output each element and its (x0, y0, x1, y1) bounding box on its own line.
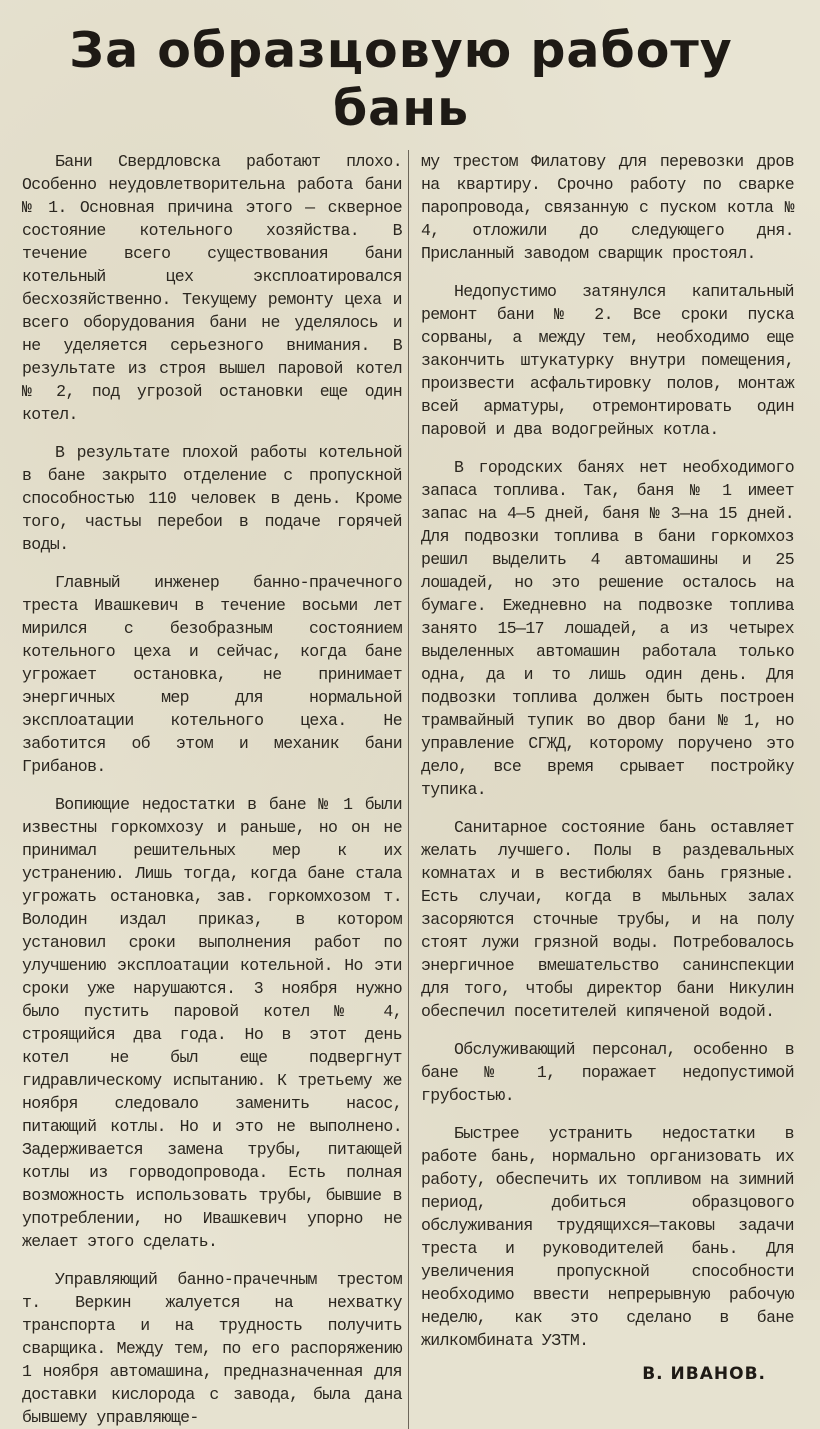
paragraph: Санитарное состояние бань оставляет желать лучшего. Полы в раздевальных комнатах и в вестибюлях бань грязные. Есть случаи, когда в мыльных залах засоряются сточные трубы, и на полу стоят лужи грязной воды. Потребовалось энергичное вмешательство санинспекции для того, чтобы директор бани Никулин обеспечил посетителей кипяченой водой. (421, 818, 794, 1021)
article-body (22, 150, 810, 1429)
paragraph: В городских банях нет необходимого запаса топлива. Так, баня № 1 имеет запас на 4—5 дней, баня № 3—на 15 дней. Для подвозки топлива в бани горкомхоз решил выделить 4 автомашины и 25 лошадей, но это решение осталось на бумаге. Ежедневно на подвозке топлива занято 15—17 лошадей, а из четырех выделенных автомашин работала только одна, да и то лишь один день. Для подвозки топлива должен быть построен трамвайный тупик во двор бани № 1, но управление СГЖД, которому поручено это дело, все время срывает постройку тупика. (421, 458, 794, 799)
paragraph: Обслуживающий персонал, особенно в бане № 1, поражает недопустимой грубостью. (421, 1040, 794, 1105)
paragraph: Главный инженер банно-прачечного треста Ивашкевич в течение восьми лет мирился с безобразным состоянием котельного цеха и сейчас, когда бане угрожает остановка, не принимает энергичных мер для нормальной эксплоатации котельного цеха. Не заботится об этом и механик бани Грибанов. (22, 573, 402, 776)
paragraph: му трестом Филатову для перевозки дров на квартиру. Срочно работу по сварке паропровода, связанную с пуском котла № 4, отложили до следующего дня. Присланный заводом сварщик простоял. (421, 152, 794, 263)
paragraph: Быстрее устранить недостатки в работе бань, нормально организовать их работу, обеспечить их топливом на зимний период, добиться образцового обслуживания трудящихся—таковы задачи треста и руководителей бань. Для увеличения пропускной способности необходимо ввести непрерывную рабочую неделю, как это сделано в бане жилкомбината УЗТМ. (421, 1124, 794, 1350)
article-title: За образцовую работу бань (69, 22, 733, 137)
paragraph: Вопиющие недостатки в бане № 1 были известны горкомхозу и раньше, но он не принимал решительных мер к их устранению. Лишь тогда, когда бане стала угрожать остановка, зав. горкомхозом т. Володин издал приказ, в котором установил сроки выполнения работ по улучшению эксплоатации котельной. Но эти сроки уже нарушаются. 3 ноября нужно было пустить паровой котел № 4, строящийся два года. Но в этот день котел не был еще подвергнут гидравлическому испытанию. К третьему же ноября следовало заменить насос, питающий котлы. Но и это не выполнено. Задерживается замена трубы, питающей котлы из горводопровода. Есть полная возможность использовать трубы, бывшие в употреблении, но Ивашкевич упорно не желает этого сделать. (22, 795, 402, 1251)
left-column (22, 150, 408, 1429)
right-column (408, 150, 794, 1429)
paragraph: Бани Свердловска работают плохо. Особенно неудовлетворительна работа бани № 1. Основная причина этого — скверное состояние котельного хозяйства. В течение всего существования бани котельный цех эксплоатировался бесхозяйственно. Текущему ремонту цеха и всего оборудования бани не уделялось и не уделяется серьезного внимания. В результате из строя вышел паровой котел № 2, под угрозой остановки еще один котел. (22, 152, 402, 424)
paragraph: В результате плохой работы котельной в бане закрыто отделение с пропускной способностью 110 человек в день. Кроме того, частьы перебои в подаче горячей воды. (22, 443, 402, 554)
author-signature: В. ИВАНОВ. (642, 1364, 766, 1384)
paragraph: Недопустимо затянулся капитальный ремонт бани № 2. Все сроки пуска сорваны, а между тем, необходимо еще закончить штукатурку внутри помещения, произвести асфальтировку полов, монтаж всей арматуры, отремонтировать один паровой и два водогрейных котла. (421, 282, 794, 439)
paragraph: Управляющий банно-прачечным трестом т. Веркин жалуется на нехватку транспорта и на трудность получить сварщика. Между тем, по его распоряжению 1 ноября автомашина, предназначенная для доставки кислорода с завода, была дана бывшему управляюще- (22, 1270, 402, 1427)
